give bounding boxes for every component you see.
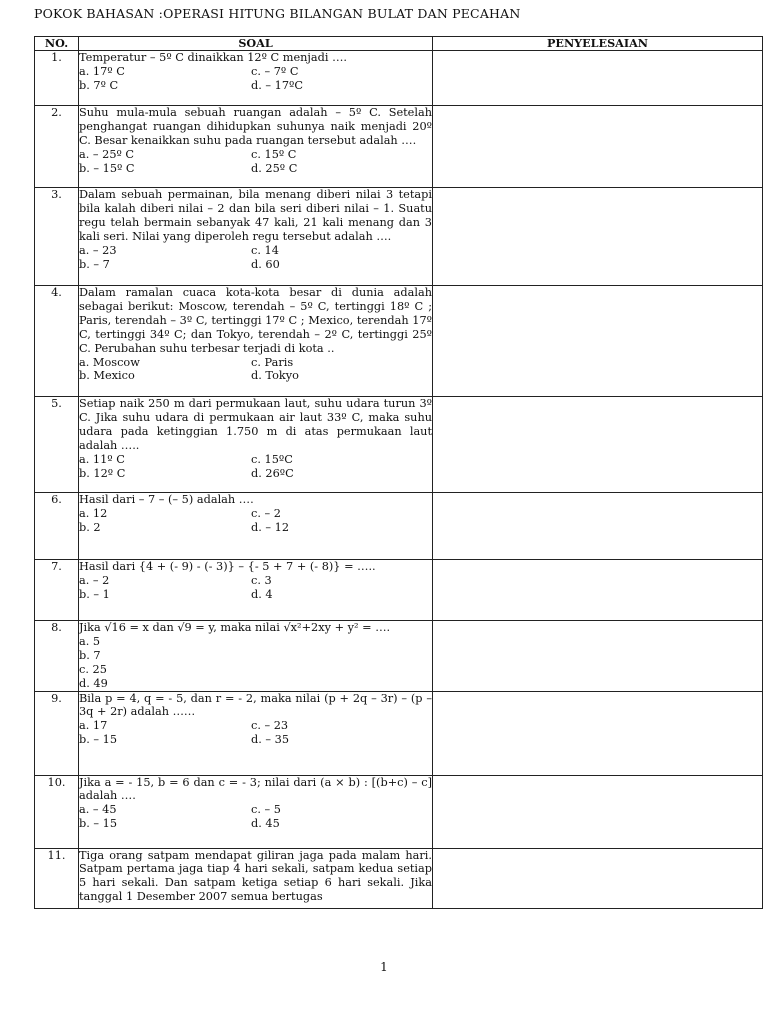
question-table [34,36,763,909]
solution-cell[interactable] [433,51,763,106]
answer-option: d. 60 [251,257,280,271]
answer-option: d. 49 [79,676,108,690]
answer-option: d. – 12 [251,520,290,534]
answer-option: b. 12º C [79,466,126,480]
answer-option: a. – 23 [79,243,117,257]
header-soal: SOAL [79,37,433,51]
question-row [35,691,763,775]
answer-option: d. – 35 [251,733,290,747]
question-row [35,286,763,397]
answer-option: d. 4 [251,587,273,601]
question-cell [79,397,433,493]
question-number: 4. [35,286,79,397]
solution-cell[interactable] [433,397,763,493]
question-row [35,188,763,286]
answer-option: b. – 15 [79,817,118,831]
question-text: Hasil dari – 7 – (– 5) adalah …. [79,493,254,506]
question-number: 8. [35,621,79,692]
question-cell [79,493,433,560]
question-number: 9. [35,691,79,775]
question-cell [79,560,433,621]
answer-option: c. 15ºC [251,452,293,466]
answer-options [79,635,432,691]
answer-option: c. – 23 [251,719,289,733]
question-row [35,106,763,188]
solution-cell[interactable] [433,188,763,286]
answer-option: c. Paris [251,355,294,369]
question-number: 5. [35,397,79,493]
question-cell [79,106,433,188]
answer-options [79,574,432,602]
question-row [35,848,763,908]
solution-cell[interactable] [433,493,763,560]
question-text: Temperatur – 5º C dinaikkan 12º C menjadi …. [79,51,347,64]
answer-option: a. Moscow [79,355,140,369]
answer-option: d. 26ºC [251,466,294,480]
answer-options [79,356,432,384]
question-text: Suhu mula-mula sebuah ruangan adalah – 5º C. Setelah penghangat ruangan dihidupkan suhunya naik menjadi 20º C. Besar kenaikkan suhu pada ruangan tersebut adalah …. [79,106,432,147]
question-cell [79,286,433,397]
answer-option: b. – 15 [79,733,118,747]
answer-option: c. 14 [251,243,279,257]
answer-options [79,244,432,272]
question-text: Jika √16 = x dan √9 = y, maka nilai √x²+2xy + y² = …. [79,621,391,634]
page-title: POKOK BAHASAN :OPERASI HITUNG BILANGAN BULAT DAN PECAHAN [34,6,521,21]
answer-option: b. – 7 [79,257,110,271]
solution-cell[interactable] [433,106,763,188]
question-text: Hasil dari {4 + (- 9) - (- 3)} – {- 5 + 7 + (- 8)} = ….. [79,560,376,573]
answer-option: b. 7º C [79,78,119,92]
answer-option: d. 45 [251,817,280,831]
answer-option: a. – 25º C [79,147,135,161]
question-row [35,397,763,493]
answer-option: a. 17º C [79,64,125,78]
question-text: Dalam sebuah permainan, bila menang diberi nilai 3 tetapi bila kalah diberi nilai – 2 dan bila seri diberi nilai – 1. Suatu regu telah bermain sebanyak 47 kali, 21 kali menang dan 3 kali seri. Nilai yang diperoleh regu tersebut adalah …. [79,188,432,243]
answer-option: a. 11º C [79,452,125,466]
header-no: NO. [35,37,79,51]
answer-option: b. – 15º C [79,161,135,175]
answer-option: c. 3 [251,573,272,587]
question-number: 7. [35,560,79,621]
answer-option: c. – 5 [251,803,281,817]
question-text: Bila p = 4, q = - 5, dan r = - 2, maka nilai (p + 2q – 3r) – (p – 3q + 2r) adalah …… [79,691,432,719]
answer-options [79,65,432,93]
question-text: Setiap naik 250 m dari permukaan laut, suhu udara turun 3º C. Jika suhu udara di permukaan air laut 33º C, maka suhu udara pada ketinggian 1.750 m di atas permukaan laut adalah ….. [79,397,432,452]
answer-options [79,719,432,747]
question-cell [79,691,433,775]
answer-option: c. 15º C [251,147,297,161]
answer-options [79,803,432,831]
solution-cell[interactable] [433,775,763,848]
question-cell [79,188,433,286]
answer-option: d. Tokyo [251,369,299,383]
answer-option: a. 17 [79,719,108,733]
header-penyelesaian: PENYELESAIAN [433,37,763,51]
table-header-row [35,37,763,51]
answer-option: b. – 1 [79,587,110,601]
question-cell [79,848,433,908]
answer-option: b. 7 [79,648,101,662]
question-cell [79,621,433,692]
question-number: 10. [35,775,79,848]
question-text: Dalam ramalan cuaca kota-kota besar di dunia adalah sebagai berikut: Moscow, terendah – 5º C, tertinggi 18º C ; Paris, terendah – 3º C, tertinggi 17º C ; Mexico, terendah 17º C, tertinggi 34º C; dan Tokyo, terendah – 2º C, tertinggi 25º C. Perubahan suhu terbesar terjadi di kota .. [79,286,432,355]
solution-cell[interactable] [433,621,763,692]
answer-option: d. – 17ºC [251,78,303,92]
solution-cell[interactable] [433,560,763,621]
question-cell [79,51,433,106]
page-number: 1 [380,960,388,974]
question-number: 11. [35,848,79,908]
answer-options [79,453,432,481]
question-cell [79,775,433,848]
question-number: 3. [35,188,79,286]
question-row [35,51,763,106]
solution-cell[interactable] [433,691,763,775]
question-rows [35,51,763,909]
answer-option: c. – 7º C [251,64,299,78]
answer-option: b. Mexico [79,369,135,383]
question-row [35,493,763,560]
question-row [35,775,763,848]
answer-option: a. – 2 [79,573,110,587]
answer-option: c. – 2 [251,506,281,520]
answer-option: a. 5 [79,634,101,648]
question-row [35,621,763,692]
answer-options [79,148,432,176]
question-text: Tiga orang satpam mendapat giliran jaga pada malam hari. Satpam pertama jaga tiap 4 hari sekali, satpam kedua setiap 5 hari sekali. Dan satpam ketiga setiap 6 hari sekali. Jika tanggal 1 Desember 2007 semua bertugas [79,848,432,904]
solution-cell[interactable] [433,286,763,397]
answer-option: c. 25 [79,662,107,676]
solution-cell[interactable] [433,848,763,908]
question-number: 1. [35,51,79,106]
question-number: 2. [35,106,79,188]
answer-option: d. 25º C [251,161,298,175]
question-text: Jika a = - 15, b = 6 dan c = - 3; nilai dari (a × b) : [(b+c) – c] adalah …. [79,775,432,803]
question-number: 6. [35,493,79,560]
answer-option: a. – 45 [79,803,117,817]
answer-option: b. 2 [79,520,101,534]
question-row [35,560,763,621]
answer-option: a. 12 [79,506,108,520]
answer-options [79,507,432,535]
